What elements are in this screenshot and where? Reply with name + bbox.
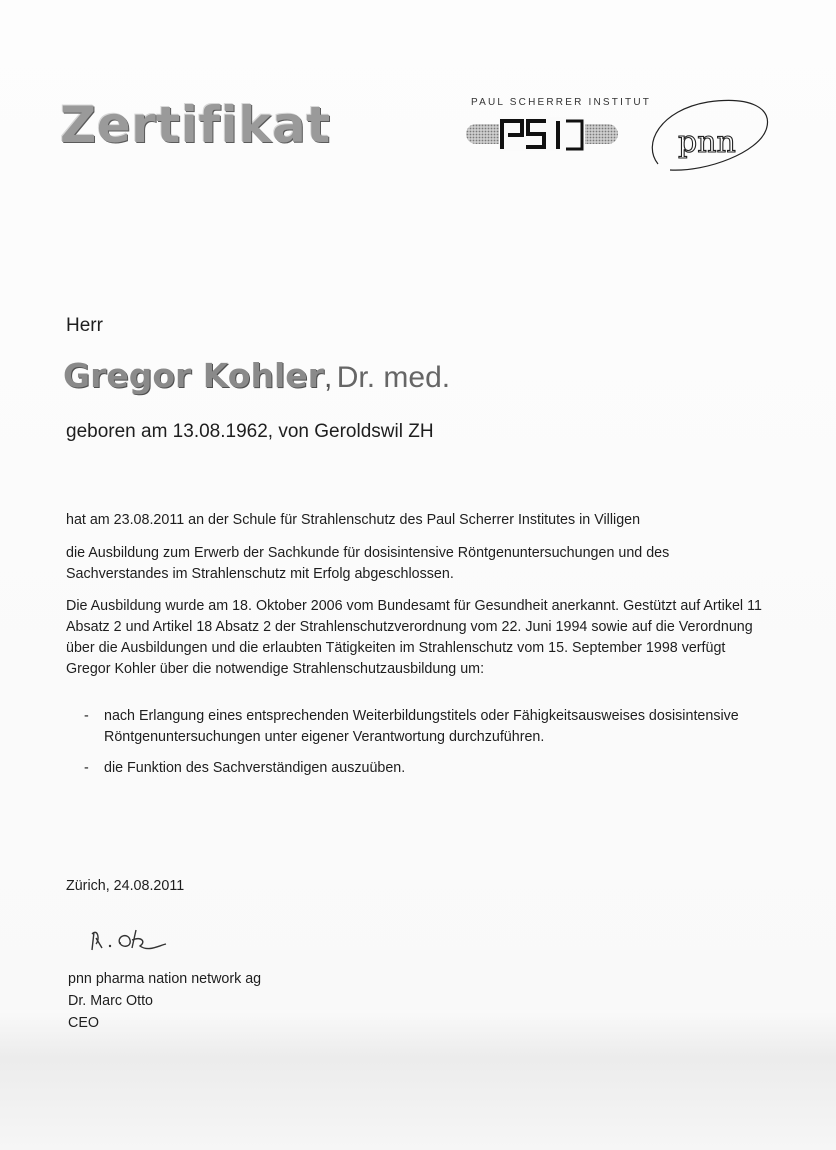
list-item-text: nach Erlangung eines entsprechenden Weiterbildungstitels oder Fähigkeitsausweises dosisintensive Röntgenuntersuchungen unter eigener Verantwortung durchzuführen. [104, 708, 739, 745]
salutation: Herr [66, 315, 103, 336]
recipient-name-line [63, 356, 450, 395]
psi-institute-caption: PAUL SCHERRER INSTITUT [471, 97, 652, 108]
signer-role: CEO [68, 1015, 99, 1031]
recipient-degree: Dr. med. [336, 361, 451, 394]
signatory-block [68, 968, 261, 1034]
pnn-logo-text: pnn [678, 125, 736, 160]
place-and-date: Zürich, 24.08.2011 [66, 878, 185, 894]
paragraph-recognition: Die Ausbildung wurde am 18. Oktober 2006 vom Bundesamt für Gesundheit anerkannt. Gestützt auf Artikel 11 Absatz 2 und Artikel 18 Absatz 2 der Strahlenschutzverordnung vom 22. Juni 1994 sowie auf die Verordnung über die Ausbildungen und die erlaubten Tätigkeiten im Strahlenschutz vom 15. September 1998 verfügt Gregor Kohler über die notwendige Strahlenschutzausbildung um: [66, 598, 762, 677]
bullet-dash: - [84, 760, 89, 776]
name-separator: , [323, 361, 333, 394]
bullet-dash: - [84, 708, 89, 724]
company-name: pnn pharma nation network ag [68, 971, 262, 987]
pnn-logo [648, 94, 776, 176]
paragraph-course: hat am 23.08.2011 an der Schule für Strahlenschutz des Paul Scherrer Institutes in Villigen [66, 512, 641, 528]
psi-logo [466, 115, 618, 155]
handwritten-signature [88, 922, 188, 958]
signer-name: Dr. Marc Otto [68, 993, 153, 1009]
list-item [84, 706, 744, 748]
list-item [84, 758, 744, 779]
list-item-text: die Funktion des Sachverständigen auszuüben. [104, 760, 406, 776]
paragraph-training: die Ausbildung zum Erwerb der Sachkunde für dosisintensive Röntgenuntersuchungen und des Sachverstandes im Strahlenschutz mit Erfolg abgeschlossen. [66, 545, 670, 582]
permission-list [84, 706, 744, 789]
birth-info: geboren am 13.08.1962, von Geroldswil ZH [66, 421, 434, 442]
certificate-title: Zertifikat [60, 96, 331, 154]
recipient-name: Gregor Kohler [63, 356, 324, 395]
